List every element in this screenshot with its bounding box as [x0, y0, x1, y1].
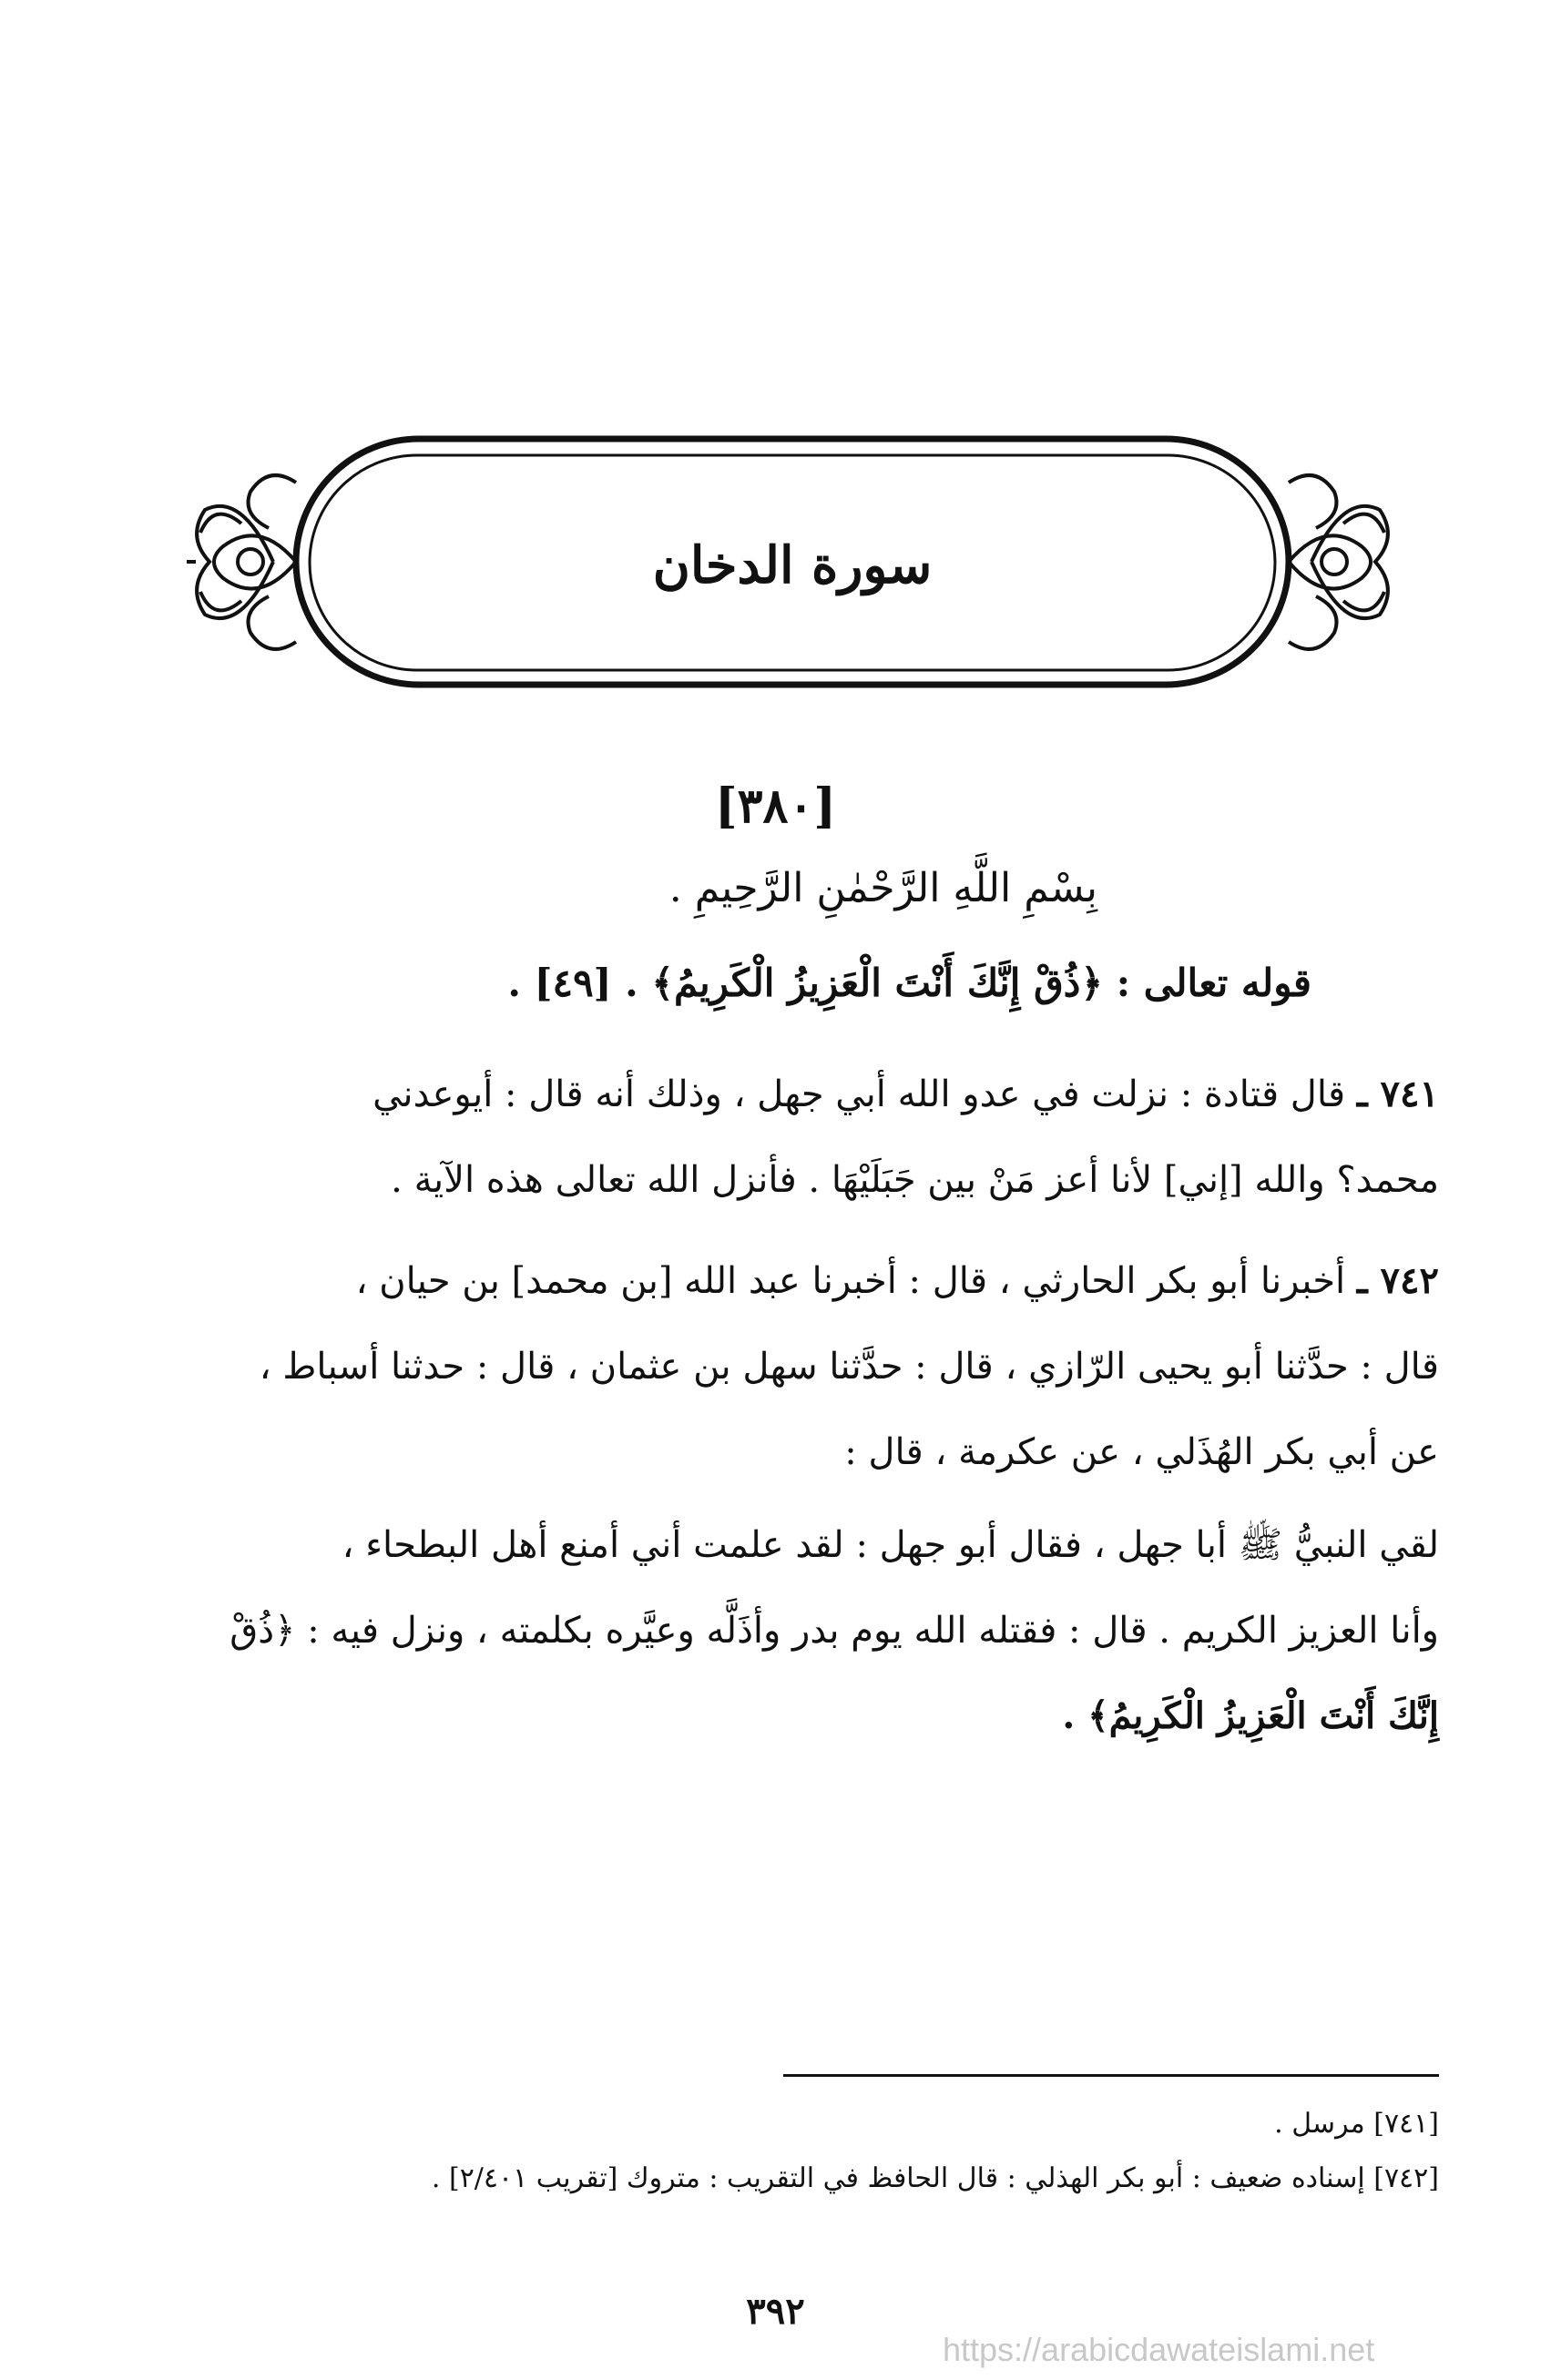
surah-title: سورة الدخان [652, 535, 933, 595]
paragraph-line: عن أبي بكر الهُذَلي ، عن عكرمة ، قال : [844, 1431, 1439, 1473]
paragraph-line: وأنا العزيز الكريم . قال : فقتله الله يوم بدر وأذَلَّه وعيَّره بكلمته ، ونزل فيه : ﴿ذُقْ [230, 1610, 1439, 1652]
paragraph-text: أخبرنا أبو بكر الحارثي ، قال : أخبرنا عبد الله [بن محمد] بن حيان ، [355, 1260, 1346, 1302]
paragraph-line: لقي النبيُّ ﷺ أبا جهل ، فقال أبو جهل : لقد علمت أني أمنع أهل البطحاء ، [342, 1524, 1439, 1566]
verse-reference: . [٤٩] . [507, 961, 638, 1005]
quran-verse: ﴿ذُقْ إِنَّكَ أَنْتَ الْعَزِيزُ الْكَرِيمُ﴾ [651, 961, 1103, 1005]
verse-line [128, 961, 1311, 1005]
paragraph-line: قال : حدَّثنا أبو يحيى الرّازي ، قال : حدَّثنا سهل بن عثمان ، قال : حدثنا أسباط ، [259, 1346, 1439, 1388]
section-number: [٣٨٠] [714, 778, 836, 834]
footnote: [٧٤٢] إسناده ضعيف : أبو بكر الهذلي : قال الحافظ في التقريب : متروك [تقريب ٢/٤٠١] . [431, 2162, 1439, 2194]
paragraph-text: قال قتادة : نزلت في عدو الله أبي جهل ، وذلك أنه قال : أيوعدني [372, 1073, 1346, 1115]
paragraph-line [128, 1238, 1439, 1324]
hadith-paragraph [128, 1238, 1439, 1495]
watermark-url: https://arabicdawateislami.net [943, 2331, 1375, 2368]
basmala: بِسْمِ اللَّهِ الرَّحْمٰنِ الرَّحِيمِ . [668, 865, 1097, 911]
paragraph-line: إِنَّكَ أَنْتَ الْعَزِيزُ الْكَرِيمُ﴾ . [1062, 1694, 1439, 1737]
hadith-number: ٧٤٢ ـ [1356, 1259, 1439, 1302]
paragraph-line [128, 1052, 1439, 1137]
verse-intro: قوله تعالى : [1116, 961, 1311, 1005]
hadith-paragraph [128, 1052, 1439, 1223]
footnote: [٧٤١] مرسل . [1274, 2108, 1439, 2140]
paragraph-line: محمد؟ والله [إني] لأنا أعز مَنْ بين جَبَلَيْهَا . فأنزل الله تعالى هذه الآية . [391, 1159, 1439, 1201]
surah-header-frame [187, 428, 1398, 701]
hadith-number: ٧٤١ ـ [1356, 1073, 1439, 1115]
footnote-divider [783, 2074, 1439, 2077]
narration-paragraph [128, 1502, 1439, 1759]
page-number: ٣٩٢ [746, 2290, 805, 2333]
